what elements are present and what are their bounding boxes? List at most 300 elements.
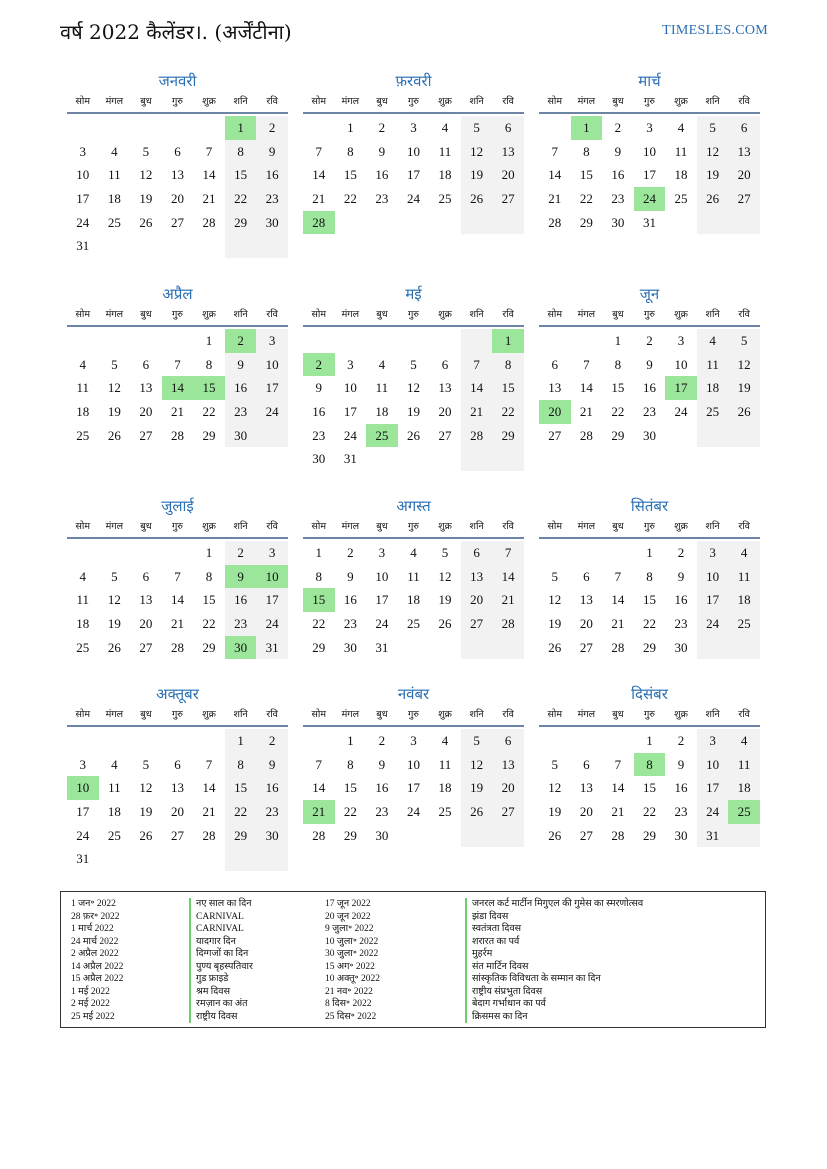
day-cell[interactable]: 29 <box>225 824 257 848</box>
day-cell[interactable]: 21 <box>579 404 593 420</box>
day-cell[interactable]: 4 <box>111 143 118 159</box>
day-cell[interactable]: 19 <box>107 616 121 632</box>
day-cell[interactable]: 12 <box>728 353 760 377</box>
day-cell[interactable]: 9 <box>614 143 622 159</box>
day-cell[interactable]: 17 <box>256 588 288 612</box>
day-cell[interactable]: 22 <box>642 616 656 632</box>
day-cell[interactable]: 14 <box>461 376 493 400</box>
day-cell[interactable]: 31 <box>642 214 656 230</box>
day-cell[interactable]: 31 <box>343 451 357 467</box>
day-cell[interactable]: 21 <box>202 804 216 820</box>
day-cell[interactable]: 8 <box>492 353 524 377</box>
day-cell[interactable]: 24 <box>256 612 288 636</box>
day-cell[interactable]: 24 <box>406 191 420 207</box>
day-cell[interactable]: 21 <box>170 616 184 632</box>
day-cell[interactable]: 22 <box>202 404 216 420</box>
day-cell[interactable]: 21 <box>461 400 493 424</box>
day-cell[interactable]: 31 <box>76 238 90 254</box>
day-cell[interactable]: 24 <box>343 427 357 443</box>
day-cell[interactable]: 30 <box>225 636 257 660</box>
day-cell[interactable]: 30 <box>674 827 688 843</box>
day-cell[interactable]: 5 <box>461 729 493 753</box>
day-cell[interactable]: 26 <box>697 187 729 211</box>
day-cell[interactable]: 20 <box>461 588 493 612</box>
day-cell[interactable]: 2 <box>303 353 335 377</box>
day-cell[interactable]: 15 <box>193 376 225 400</box>
day-cell[interactable]: 21 <box>548 191 562 207</box>
day-cell[interactable]: 8 <box>315 568 323 584</box>
day-cell[interactable]: 25 <box>438 191 452 207</box>
day-cell[interactable]: 25 <box>76 427 90 443</box>
day-cell[interactable]: 11 <box>407 568 420 584</box>
day-cell[interactable]: 1 <box>225 116 257 140</box>
day-cell[interactable]: 10 <box>406 756 420 772</box>
day-cell[interactable]: 1 <box>205 333 213 348</box>
day-cell[interactable]: 11 <box>375 380 389 396</box>
day-cell[interactable]: 26 <box>107 427 121 443</box>
day-cell[interactable]: 19 <box>139 804 153 820</box>
day-cell[interactable]: 13 <box>139 592 153 608</box>
day-cell[interactable]: 1 <box>347 120 354 135</box>
day-cell[interactable]: 16 <box>375 167 389 183</box>
day-cell[interactable]: 10 <box>642 143 656 159</box>
day-cell[interactable]: 16 <box>611 167 625 183</box>
day-cell[interactable]: 13 <box>461 565 493 589</box>
day-cell[interactable]: 23 <box>674 616 688 632</box>
day-cell[interactable]: 28 <box>611 639 625 655</box>
day-cell[interactable]: 29 <box>202 427 216 443</box>
day-cell[interactable]: 27 <box>139 427 153 443</box>
day-cell[interactable]: 15 <box>579 167 593 183</box>
day-cell[interactable]: 20 <box>579 804 593 820</box>
day-cell[interactable]: 19 <box>697 163 729 187</box>
day-cell[interactable]: 25 <box>107 214 121 230</box>
day-cell[interactable]: 6 <box>142 568 150 584</box>
day-cell[interactable]: 4 <box>697 329 729 353</box>
day-cell[interactable]: 7 <box>174 356 181 372</box>
day-cell[interactable]: 30 <box>611 214 625 230</box>
day-cell[interactable]: 6 <box>583 568 590 584</box>
day-cell[interactable]: 31 <box>76 851 90 867</box>
day-cell[interactable]: 28 <box>492 612 524 636</box>
day-cell[interactable]: 18 <box>76 404 90 420</box>
day-cell[interactable]: 4 <box>677 120 685 135</box>
day-cell[interactable]: 7 <box>205 143 213 159</box>
day-cell[interactable]: 17 <box>406 167 420 183</box>
day-cell[interactable]: 19 <box>461 163 493 187</box>
day-cell[interactable]: 6 <box>728 116 760 140</box>
day-cell[interactable]: 14 <box>162 376 194 400</box>
day-cell[interactable]: 23 <box>256 187 288 211</box>
day-cell[interactable]: 8 <box>205 356 213 372</box>
day-cell[interactable]: 15 <box>202 592 216 608</box>
day-cell[interactable]: 3 <box>410 733 417 748</box>
day-cell[interactable]: 3 <box>378 545 386 560</box>
day-cell[interactable]: 28 <box>202 827 216 843</box>
day-cell[interactable]: 19 <box>139 191 153 207</box>
day-cell[interactable]: 20 <box>539 400 571 424</box>
day-cell[interactable]: 2 <box>378 120 386 135</box>
day-cell[interactable]: 11 <box>108 167 121 183</box>
day-cell[interactable]: 11 <box>108 780 121 796</box>
day-cell[interactable]: 12 <box>697 140 729 164</box>
day-cell[interactable]: 13 <box>438 380 452 396</box>
day-cell[interactable]: 9 <box>256 140 288 164</box>
day-cell[interactable]: 6 <box>461 541 493 565</box>
day-cell[interactable]: 5 <box>551 568 559 584</box>
day-cell[interactable]: 17 <box>665 376 697 400</box>
day-cell[interactable]: 3 <box>79 143 87 159</box>
day-cell[interactable]: 25 <box>697 400 729 424</box>
day-cell[interactable]: 31 <box>375 639 389 655</box>
day-cell[interactable]: 11 <box>697 353 729 377</box>
day-cell[interactable]: 14 <box>170 592 184 608</box>
day-cell[interactable]: 30 <box>312 451 326 467</box>
day-cell[interactable]: 4 <box>410 545 417 560</box>
day-cell[interactable]: 27 <box>170 214 184 230</box>
day-cell[interactable]: 10 <box>375 568 389 584</box>
day-cell[interactable]: 5 <box>551 756 559 772</box>
day-cell[interactable]: 9 <box>256 753 288 777</box>
day-cell[interactable]: 4 <box>79 568 87 584</box>
day-cell[interactable]: 8 <box>225 140 257 164</box>
day-cell[interactable]: 25 <box>107 827 121 843</box>
day-cell[interactable]: 24 <box>76 827 90 843</box>
day-cell[interactable]: 3 <box>410 120 417 135</box>
day-cell[interactable]: 27 <box>139 639 153 655</box>
day-cell[interactable]: 24 <box>76 214 90 230</box>
day-cell[interactable]: 20 <box>492 776 524 800</box>
day-cell[interactable]: 18 <box>76 616 90 632</box>
day-cell[interactable]: 15 <box>343 780 357 796</box>
day-cell[interactable]: 7 <box>315 143 323 159</box>
day-cell[interactable]: 8 <box>583 143 590 159</box>
day-cell[interactable]: 8 <box>205 568 213 584</box>
day-cell[interactable]: 1 <box>315 545 323 560</box>
day-cell[interactable]: 28 <box>202 214 216 230</box>
day-cell[interactable]: 1 <box>205 545 213 560</box>
day-cell[interactable]: 19 <box>548 616 562 632</box>
day-cell[interactable]: 15 <box>343 167 357 183</box>
day-cell[interactable]: 24 <box>256 400 288 424</box>
day-cell[interactable]: 7 <box>492 541 524 565</box>
day-cell[interactable]: 23 <box>225 400 257 424</box>
day-cell[interactable]: 12 <box>107 380 121 396</box>
day-cell[interactable]: 16 <box>312 404 326 420</box>
day-cell[interactable]: 26 <box>438 616 452 632</box>
day-cell[interactable]: 20 <box>139 616 153 632</box>
day-cell[interactable]: 12 <box>461 753 493 777</box>
day-cell[interactable]: 27 <box>492 187 524 211</box>
day-cell[interactable]: 2 <box>225 541 257 565</box>
day-cell[interactable]: 15 <box>642 592 656 608</box>
day-cell[interactable]: 18 <box>406 592 420 608</box>
day-cell[interactable]: 18 <box>728 588 760 612</box>
day-cell[interactable]: 22 <box>492 400 524 424</box>
day-cell[interactable]: 19 <box>728 376 760 400</box>
day-cell[interactable]: 3 <box>256 329 288 353</box>
day-cell[interactable]: 5 <box>441 545 449 560</box>
day-cell[interactable]: 6 <box>174 143 181 159</box>
day-cell[interactable]: 3 <box>79 756 87 772</box>
day-cell[interactable]: 26 <box>461 187 493 211</box>
day-cell[interactable]: 14 <box>202 780 216 796</box>
day-cell[interactable]: 1 <box>571 116 603 140</box>
day-cell[interactable]: 15 <box>225 163 257 187</box>
day-cell[interactable]: 2 <box>378 733 386 748</box>
day-cell[interactable]: 23 <box>375 191 389 207</box>
day-cell[interactable]: 18 <box>697 376 729 400</box>
day-cell[interactable]: 16 <box>256 776 288 800</box>
day-cell[interactable]: 5 <box>142 756 150 772</box>
day-cell[interactable]: 7 <box>551 143 559 159</box>
day-cell[interactable]: 16 <box>225 588 257 612</box>
day-cell[interactable]: 28 <box>303 211 335 235</box>
day-cell[interactable]: 15 <box>642 780 656 796</box>
day-cell[interactable]: 23 <box>343 616 357 632</box>
day-cell[interactable]: 14 <box>202 167 216 183</box>
day-cell[interactable]: 26 <box>406 427 420 443</box>
day-cell[interactable]: 29 <box>642 639 656 655</box>
day-cell[interactable]: 5 <box>410 356 417 372</box>
day-cell[interactable]: 28 <box>312 827 326 843</box>
day-cell[interactable]: 3 <box>256 541 288 565</box>
day-cell[interactable]: 29 <box>225 211 257 235</box>
day-cell[interactable]: 5 <box>142 143 150 159</box>
day-cell[interactable]: 8 <box>347 143 354 159</box>
day-cell[interactable]: 11 <box>76 592 90 608</box>
day-cell[interactable]: 6 <box>174 756 181 772</box>
day-cell[interactable]: 30 <box>642 427 656 443</box>
day-cell[interactable]: 21 <box>202 191 216 207</box>
day-cell[interactable]: 22 <box>343 804 357 820</box>
day-cell[interactable]: 13 <box>728 140 760 164</box>
day-cell[interactable]: 20 <box>728 163 760 187</box>
day-cell[interactable]: 21 <box>492 588 524 612</box>
day-cell[interactable]: 23 <box>375 804 389 820</box>
day-cell[interactable]: 2 <box>347 545 354 560</box>
day-cell[interactable]: 19 <box>107 404 121 420</box>
day-cell[interactable]: 23 <box>611 191 625 207</box>
day-cell[interactable]: 8 <box>634 753 666 777</box>
day-cell[interactable]: 25 <box>674 191 688 207</box>
day-cell[interactable]: 27 <box>548 427 562 443</box>
day-cell[interactable]: 27 <box>438 427 452 443</box>
day-cell[interactable]: 4 <box>728 541 760 565</box>
day-cell[interactable]: 30 <box>225 424 257 448</box>
day-cell[interactable]: 28 <box>170 427 184 443</box>
day-cell[interactable]: 14 <box>548 167 562 183</box>
day-cell[interactable]: 11 <box>728 753 760 777</box>
day-cell[interactable]: 29 <box>579 214 593 230</box>
day-cell[interactable]: 5 <box>461 116 493 140</box>
site-brand[interactable]: TIMESLES.COM <box>662 23 768 38</box>
day-cell[interactable]: 28 <box>611 827 625 843</box>
day-cell[interactable]: 20 <box>492 163 524 187</box>
day-cell[interactable]: 9 <box>677 756 685 772</box>
day-cell[interactable]: 6 <box>492 116 524 140</box>
day-cell[interactable]: 24 <box>375 616 389 632</box>
day-cell[interactable]: 15 <box>492 376 524 400</box>
day-cell[interactable]: 8 <box>225 753 257 777</box>
day-cell[interactable]: 14 <box>312 167 326 183</box>
day-cell[interactable]: 11 <box>438 143 452 159</box>
day-cell[interactable]: 1 <box>492 329 524 353</box>
day-cell[interactable]: 13 <box>170 780 184 796</box>
day-cell[interactable]: 2 <box>256 116 288 140</box>
day-cell[interactable]: 14 <box>579 380 593 396</box>
day-cell[interactable]: 11 <box>674 143 688 159</box>
day-cell[interactable]: 27 <box>170 827 184 843</box>
day-cell[interactable]: 25 <box>406 616 420 632</box>
day-cell[interactable]: 1 <box>347 733 354 748</box>
day-cell[interactable]: 30 <box>343 639 357 655</box>
day-cell[interactable]: 14 <box>611 592 625 608</box>
day-cell[interactable]: 2 <box>677 733 685 748</box>
day-cell[interactable]: 18 <box>728 776 760 800</box>
day-cell[interactable]: 6 <box>583 756 590 772</box>
day-cell[interactable]: 8 <box>614 356 622 372</box>
day-cell[interactable]: 30 <box>256 211 288 235</box>
day-cell[interactable]: 5 <box>697 116 729 140</box>
day-cell[interactable]: 16 <box>674 592 688 608</box>
day-cell[interactable]: 13 <box>139 380 153 396</box>
day-cell[interactable]: 24 <box>674 404 688 420</box>
day-cell[interactable]: 2 <box>614 120 622 135</box>
day-cell[interactable]: 15 <box>225 776 257 800</box>
day-cell[interactable]: 12 <box>548 780 562 796</box>
day-cell[interactable]: 16 <box>642 380 656 396</box>
day-cell[interactable]: 15 <box>303 588 335 612</box>
day-cell[interactable]: 17 <box>76 191 90 207</box>
day-cell[interactable]: 10 <box>697 753 729 777</box>
day-cell[interactable]: 5 <box>111 568 118 584</box>
day-cell[interactable]: 13 <box>492 753 524 777</box>
day-cell[interactable]: 22 <box>225 187 257 211</box>
day-cell[interactable]: 7 <box>614 568 622 584</box>
day-cell[interactable]: 16 <box>375 780 389 796</box>
day-cell[interactable]: 29 <box>312 639 326 655</box>
day-cell[interactable]: 27 <box>728 187 760 211</box>
day-cell[interactable]: 25 <box>76 639 90 655</box>
day-cell[interactable]: 2 <box>256 729 288 753</box>
day-cell[interactable]: 25 <box>728 800 760 824</box>
day-cell[interactable]: 15 <box>611 380 625 396</box>
day-cell[interactable]: 23 <box>256 800 288 824</box>
day-cell[interactable]: 17 <box>375 592 389 608</box>
day-cell[interactable]: 16 <box>343 592 357 608</box>
day-cell[interactable]: 20 <box>438 404 452 420</box>
day-cell[interactable]: 9 <box>225 353 257 377</box>
day-cell[interactable]: 26 <box>139 214 153 230</box>
day-cell[interactable]: 29 <box>343 827 357 843</box>
day-cell[interactable]: 3 <box>646 120 653 135</box>
day-cell[interactable]: 3 <box>697 541 729 565</box>
day-cell[interactable]: 13 <box>579 780 593 796</box>
day-cell[interactable]: 13 <box>548 380 562 396</box>
day-cell[interactable]: 12 <box>461 140 493 164</box>
day-cell[interactable]: 11 <box>728 565 760 589</box>
day-cell[interactable]: 10 <box>697 565 729 589</box>
day-cell[interactable]: 9 <box>378 756 386 772</box>
day-cell[interactable]: 10 <box>76 167 90 183</box>
day-cell[interactable]: 28 <box>579 427 593 443</box>
day-cell[interactable]: 7 <box>583 356 590 372</box>
day-cell[interactable]: 31 <box>256 636 288 660</box>
day-cell[interactable]: 16 <box>225 376 257 400</box>
day-cell[interactable]: 18 <box>674 167 688 183</box>
day-cell[interactable]: 17 <box>697 588 729 612</box>
day-cell[interactable]: 6 <box>441 356 449 372</box>
day-cell[interactable]: 17 <box>343 404 357 420</box>
day-cell[interactable]: 11 <box>76 380 90 396</box>
day-cell[interactable]: 2 <box>646 333 653 348</box>
day-cell[interactable]: 20 <box>170 191 184 207</box>
day-cell[interactable]: 16 <box>256 163 288 187</box>
day-cell[interactable]: 28 <box>461 424 493 448</box>
day-cell[interactable]: 18 <box>107 804 121 820</box>
day-cell[interactable]: 17 <box>697 776 729 800</box>
day-cell[interactable]: 3 <box>677 333 685 348</box>
day-cell[interactable]: 9 <box>347 568 354 584</box>
day-cell[interactable]: 1 <box>225 729 257 753</box>
day-cell[interactable]: 21 <box>611 804 625 820</box>
day-cell[interactable]: 1 <box>614 333 622 348</box>
day-cell[interactable]: 21 <box>611 616 625 632</box>
day-cell[interactable]: 8 <box>646 568 653 584</box>
day-cell[interactable]: 25 <box>728 612 760 636</box>
day-cell[interactable]: 13 <box>170 167 184 183</box>
day-cell[interactable]: 22 <box>202 616 216 632</box>
day-cell[interactable]: 1 <box>646 733 653 748</box>
day-cell[interactable]: 3 <box>697 729 729 753</box>
day-cell[interactable]: 7 <box>614 756 622 772</box>
day-cell[interactable]: 27 <box>579 827 593 843</box>
day-cell[interactable]: 8 <box>347 756 354 772</box>
day-cell[interactable]: 12 <box>139 780 153 796</box>
day-cell[interactable]: 25 <box>366 424 398 448</box>
day-cell[interactable]: 4 <box>728 729 760 753</box>
day-cell[interactable]: 22 <box>642 804 656 820</box>
day-cell[interactable]: 12 <box>107 592 121 608</box>
day-cell[interactable]: 19 <box>548 804 562 820</box>
day-cell[interactable]: 24 <box>697 612 729 636</box>
day-cell[interactable]: 2 <box>225 329 257 353</box>
day-cell[interactable]: 7 <box>315 756 323 772</box>
day-cell[interactable]: 17 <box>406 780 420 796</box>
day-cell[interactable]: 14 <box>492 565 524 589</box>
day-cell[interactable]: 5 <box>728 329 760 353</box>
day-cell[interactable]: 22 <box>312 616 326 632</box>
day-cell[interactable]: 22 <box>611 404 625 420</box>
day-cell[interactable]: 22 <box>225 800 257 824</box>
day-cell[interactable]: 26 <box>728 400 760 424</box>
day-cell[interactable]: 30 <box>674 639 688 655</box>
day-cell[interactable]: 29 <box>202 639 216 655</box>
day-cell[interactable]: 12 <box>139 167 153 183</box>
day-cell[interactable]: 10 <box>406 143 420 159</box>
day-cell[interactable]: 20 <box>579 616 593 632</box>
day-cell[interactable]: 26 <box>548 639 562 655</box>
day-cell[interactable]: 7 <box>461 353 493 377</box>
day-cell[interactable]: 10 <box>256 353 288 377</box>
day-cell[interactable]: 27 <box>492 800 524 824</box>
day-cell[interactable]: 29 <box>611 427 625 443</box>
day-cell[interactable]: 27 <box>461 612 493 636</box>
day-cell[interactable]: 25 <box>438 804 452 820</box>
day-cell[interactable]: 4 <box>79 356 87 372</box>
day-cell[interactable]: 9 <box>225 565 257 589</box>
